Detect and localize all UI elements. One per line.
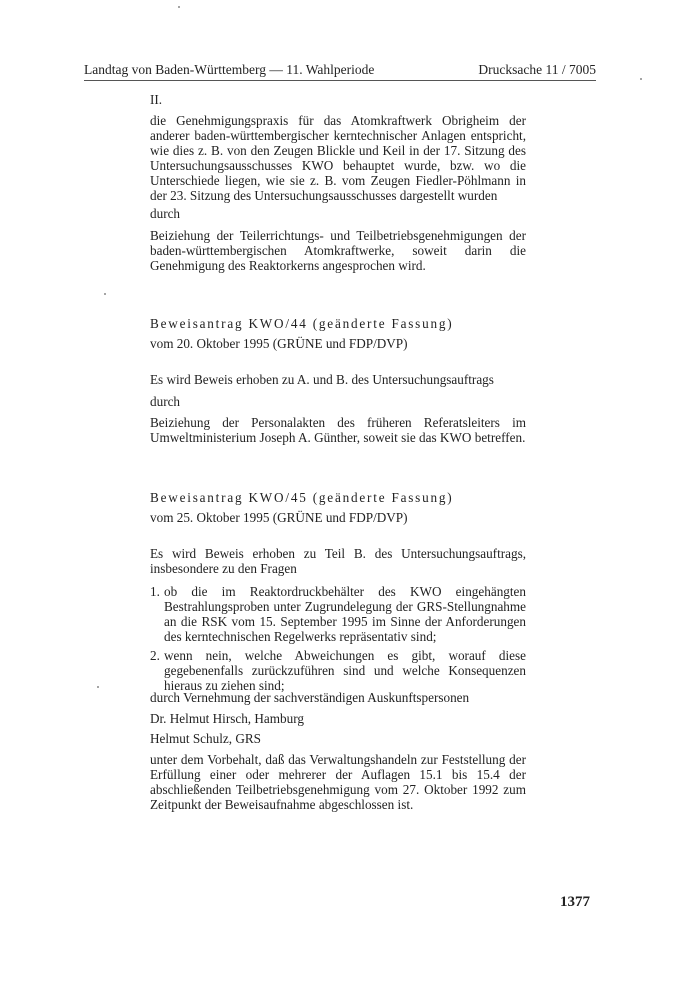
list-item-text: ob die im Reaktordruckbehälter des KWO eingehängten Bestrahlungsproben unter Zugrundelegung der GRS-Stellungnahme an die RSK vom 15. September 1995 im Sinne der Anforderungen des kerntechnischen Regelwerks repräsentativ sind; bbox=[164, 584, 526, 644]
list-item bbox=[150, 648, 526, 693]
section-ii-durch: durch bbox=[150, 206, 181, 221]
list-item-number: 1. bbox=[150, 584, 160, 599]
antrag45-title: Beweisantrag KWO/45 (geänderte Fassung) bbox=[150, 490, 454, 505]
antrag44-date: vom 20. Oktober 1995 (GRÜNE und FDP/DVP) bbox=[150, 336, 408, 351]
antrag44-intro: Es wird Beweis erhoben zu A. und B. des Untersuchungsauftrags bbox=[150, 372, 494, 387]
antrag44-beiziehung: Beiziehung der Personalakten des früheren Referatsleiters im Umweltministerium Joseph A. Günther, soweit sie das KWO betreffen. bbox=[150, 415, 526, 445]
antrag45-person2: Helmut Schulz, GRS bbox=[150, 731, 261, 746]
antrag44-durch: durch bbox=[150, 394, 181, 409]
scan-speck bbox=[104, 293, 106, 295]
section-ii-text: die Genehmigungspraxis für das Atomkraftwerk Obrigheim der anderer baden-württembergischer kerntechnischer Anlagen entspricht, wie dies z. B. von den Zeugen Blickle und Keil in der 17. Sitzung des Untersuchungsausschusses KWO behauptet wurde, bzw. wo die Unterschiede liegen, wie sie z. B. vom Zeugen Fiedler-Pöhlmann in der 23. Sitzung des Untersuchungsausschusses dargestellt wurden bbox=[150, 113, 526, 203]
antrag44-title: Beweisantrag KWO/44 (geänderte Fassung) bbox=[150, 316, 454, 331]
antrag45-person1: Dr. Helmut Hirsch, Hamburg bbox=[150, 711, 304, 726]
scan-speck bbox=[178, 6, 180, 8]
list-item-text: wenn nein, welche Abweichungen es gibt, worauf diese gegebenenfalls zurückzuführen sind und welche Konsequenzen hieraus zu ziehen sind; bbox=[164, 648, 526, 693]
section-ii-beiziehung: Beiziehung der Teilerrichtungs- und Teilbetriebsgenehmigungen der baden-württembergischen Atomkraftwerke, soweit darin die Genehmigung des Reaktorkerns angesprochen wird. bbox=[150, 228, 526, 273]
antrag45-vorbehalt: unter dem Vorbehalt, daß das Verwaltungshandeln zur Feststellung der Erfüllung einer oder mehrerer der Auflagen 15.1 bis 15.4 der abschließenden Teilbetriebsgenehmigung vom 27. Oktober 1992 zum Zeitpunkt der Beweisaufnahme abgeschlossen ist. bbox=[150, 752, 526, 812]
section-roman: II. bbox=[150, 92, 163, 107]
antrag45-date: vom 25. Oktober 1995 (GRÜNE und FDP/DVP) bbox=[150, 510, 408, 525]
antrag45-intro: Es wird Beweis erhoben zu Teil B. des Untersuchungsauftrags, insbesondere zu den Fragen bbox=[150, 546, 526, 576]
page-number: 1377 bbox=[560, 894, 590, 910]
antrag45-vernehmung: durch Vernehmung der sachverständigen Auskunftspersonen bbox=[150, 690, 470, 705]
list-item bbox=[150, 584, 526, 644]
scan-speck bbox=[97, 686, 99, 688]
scan-speck bbox=[640, 78, 642, 80]
header-right: Drucksache 11 / 7005 bbox=[478, 62, 596, 77]
list-item-number: 2. bbox=[150, 648, 160, 663]
header-left: Landtag von Baden-Württemberg — 11. Wahlperiode bbox=[84, 62, 375, 77]
page-header bbox=[84, 62, 596, 81]
